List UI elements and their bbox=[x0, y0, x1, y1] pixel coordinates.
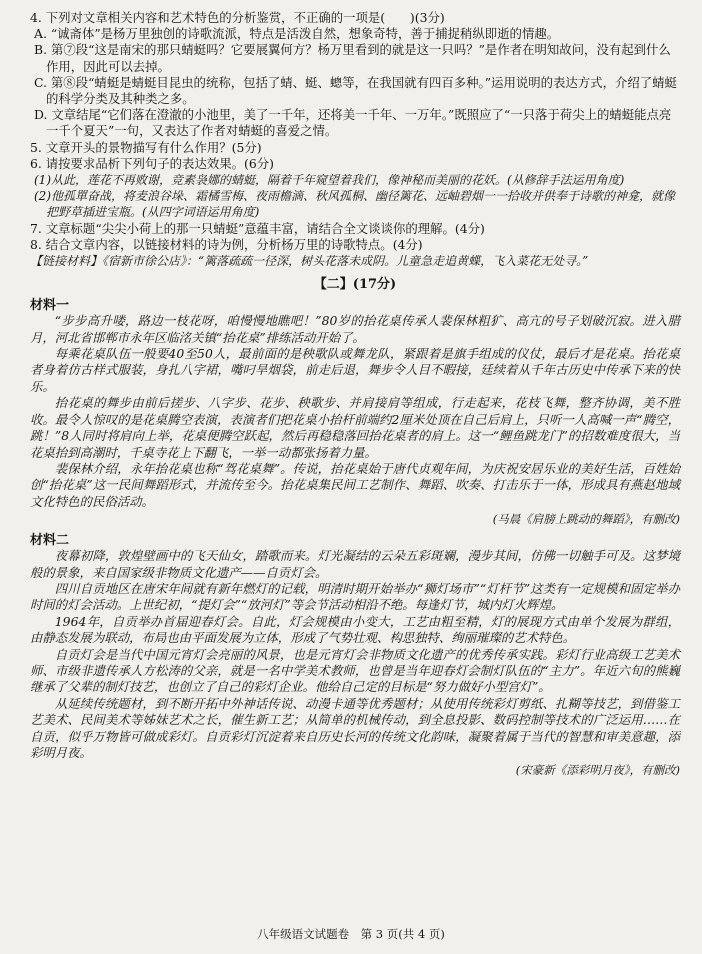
question-5: 5. 文章开头的景物描写有什么作用？(5分) bbox=[30, 139, 262, 155]
question-8: 8. 结合文章内容，以链接材料的诗为例，分析杨万里的诗歌特点。(4分) bbox=[30, 236, 423, 252]
page-footer: 八年级语文试题卷 第 3 页(共 4 页) bbox=[257, 927, 445, 941]
material-2-label: 材料二 bbox=[30, 533, 70, 549]
material-2-source: (宋豪新《添彩明月夜》，有删改) bbox=[515, 763, 680, 778]
material-1-source: (马晨《肩膀上跳动的舞蹈》，有删改) bbox=[492, 512, 680, 527]
question-7: 7. 文章标题“尖尖小荷上的那一只蜻蜓”意蕴丰富，请结合全文谈谈你的理解。(4分) bbox=[30, 220, 485, 236]
option-b: B. 第⑦段“这是南宋的那只蜻蜓吗？它要展翼何方？杨万里看到的就是这一只吗？”是作者在明知故问，没有起到什么作用，因此可以去掉。 bbox=[34, 42, 671, 74]
material-1-para-4: 裴保林介绍，永年抬花桌也称“驾花桌舞”。传说，抬花桌始于唐代贞观年间，为庆祝安居乐业的美好生活，百姓始创“抬花桌”这一民间舞蹈形式，并流传至今。抬花桌集民间工艺制作、舞蹈、吹奏、打击乐于一体，形成具有燕赵地域文化特色的民俗活动。 bbox=[30, 460, 680, 509]
material-2-para-1: 夜幕初降，敦煌壁画中的飞天仙女，踏歌而来。灯光凝结的云朵五彩斑斓，漫步其间，仿佛一切触手可及。这梦境般的景象，来自国家级非物质文化遗产——自贡灯会。 bbox=[30, 548, 680, 580]
material-1-para-2: 每乘花桌队伍一般要40至50人，最前面的是秧歌队或舞龙队，紧跟着是旗手组成的仪仗，最后才是花桌。抬花桌者身着仿古样式服装，身扎八字裙，嘴叼旱烟袋，前走后退，舞步令人目不暇接，廷续着从千年古历史中传承下来的快乐。 bbox=[30, 346, 680, 394]
subitem-1: (1)从此，莲花不再败谢，竞素袅娜的蜻蜓，隔着千年窥望着我们，像神秘而美丽的花妖。(从修辞手法运用角度) bbox=[34, 173, 625, 188]
material-2-para-3: 1964年，自贡举办首届迎春灯会。自此，灯会规模由小变大，工艺由粗至精，灯的展现方式由单个发展为群组，由静态发展为联动，布局也由平面发展为立体，形成了气势壮观、构思独特、绚丽璀璨的艺术特色。 bbox=[30, 613, 680, 646]
link-material: 【链接材料】《宿新市徐公店》：“篱落疏疏一径深，树头花落未成阴。儿童急走追黄蝶，飞入菜花无处寻。” bbox=[30, 254, 589, 269]
question-6: 6. 请按要求品析下列句子的表达效果。(6分) bbox=[30, 155, 274, 171]
question-4: 4. 下列对文章相关内容和艺术特色的分析鉴赏，不正确的一项是( )(3分) bbox=[30, 10, 445, 25]
material-1-para-3: 抬花桌的舞步由前后搓步、八字步、花步、秧歌步、并肩接肩等组成，行走起来，花枝飞舞，整齐协调，美不胜收。最令人惊叹的是花桌腾空表演，表演者们把花桌小抬杆前端约2厘米处顶在自己后肩上，只听一人高喊一声“腾空，跳！”8人同时将肩向上举，花桌便腾空跃起，然后再稳稳落回抬花桌者的肩上。这一“鲤鱼跳龙门”的招数难度很大，当花桌抬到高潮时，千桌寺花上下翻飞，一举一动都张扬着力量。 bbox=[30, 395, 680, 460]
subitem-2: (2)他孤單奋战，将麦浪谷垛、霜橘雪梅、夜雨檐滴、秋风孤桐、幽径篱花、远岫碧烟一一拾收并供奉于诗歌的神龛，就像把野草插进宝瓶。(从四字词语运用角度) bbox=[34, 189, 676, 220]
material-2-para-2: 四川自贡地区在唐宋年间就有新年燃灯的记载，明清时期开始举办“狮灯场市”“灯杆节”这类有一定规模和固定举办时间的灯会活动。上世纪初，“提灯会”“放河灯”等会节活动相沿不绝。每逢灯节，城内灯火辉煌。 bbox=[30, 580, 680, 613]
material-1-para-1: “步步高升喽，路边一枝花呀，咱慢慢地瞧吧！”80岁的抬花桌传承人裴保林粗犷、高亢的号子划破沉寂。进入腊月，河北省邯郸市永年区临洺关镇“抬花桌”排练活动开始了。 bbox=[30, 313, 680, 345]
option-d: D. 文章结尾“它们落在澄澈的小池里，美了一千年，还将美一千年、一万年。”既照应了“一只落于荷尖上的蜻蜓能点亮一千个夏天”一句，又表达了作者对蜻蜓的喜爱之情。 bbox=[34, 107, 672, 139]
option-c: C. 第⑧段“蜻蜓是蜻蜓目昆虫的统称，包括了蜻、蜓、蟌等，在我国就有四百多种。”运用说明的表达方式，介绍了蜻蜓的科学分类及其种类之多。 bbox=[34, 74, 677, 107]
material-2-para-4: 自贡灯会是当代中国元宵灯会亮丽的风景，也是元宵灯会非物质文化遗产的优秀传承实践。彩灯行业高级工艺美术师、市级非遗传承人方松涛的父亲，就是一名中学美术教师，也曾是当年迎春灯会制灯队伍的“主力”。年近六旬的熊巍继承了父辈的制灯技艺，也创立了自己的彩灯企业。他给自己定的目标是“努力做好小型宫灯”。 bbox=[30, 646, 680, 695]
section-title: 【二】(17分) bbox=[313, 277, 397, 293]
option-a: A. “诚斋体”是杨万里独创的诗歌流派，特点是活泼自然，想象奇特，善于捕捉稍纵即逝的情趣。 bbox=[34, 26, 560, 42]
material-1-label: 材料一 bbox=[30, 298, 70, 314]
material-2-para-5: 从延续传统题材，到不断开拓中外神话传说、动漫卡通等优秀题材；从使用传统彩灯剪纸、扎糊等技艺，到借鉴工艺美术、民间美术等姊妹艺术之长，催生新工艺；从简单的机械传动，到全息投影、数码控制等技术的广泛运用……在自贡，似乎万物皆可做成彩灯。自贡彩灯沉淀着来自历史长河的传统文化韵味，凝聚着属于当代的智慧和审美意趣，添彩明月夜。 bbox=[30, 695, 680, 760]
exam-page bbox=[30, 10, 680, 780]
